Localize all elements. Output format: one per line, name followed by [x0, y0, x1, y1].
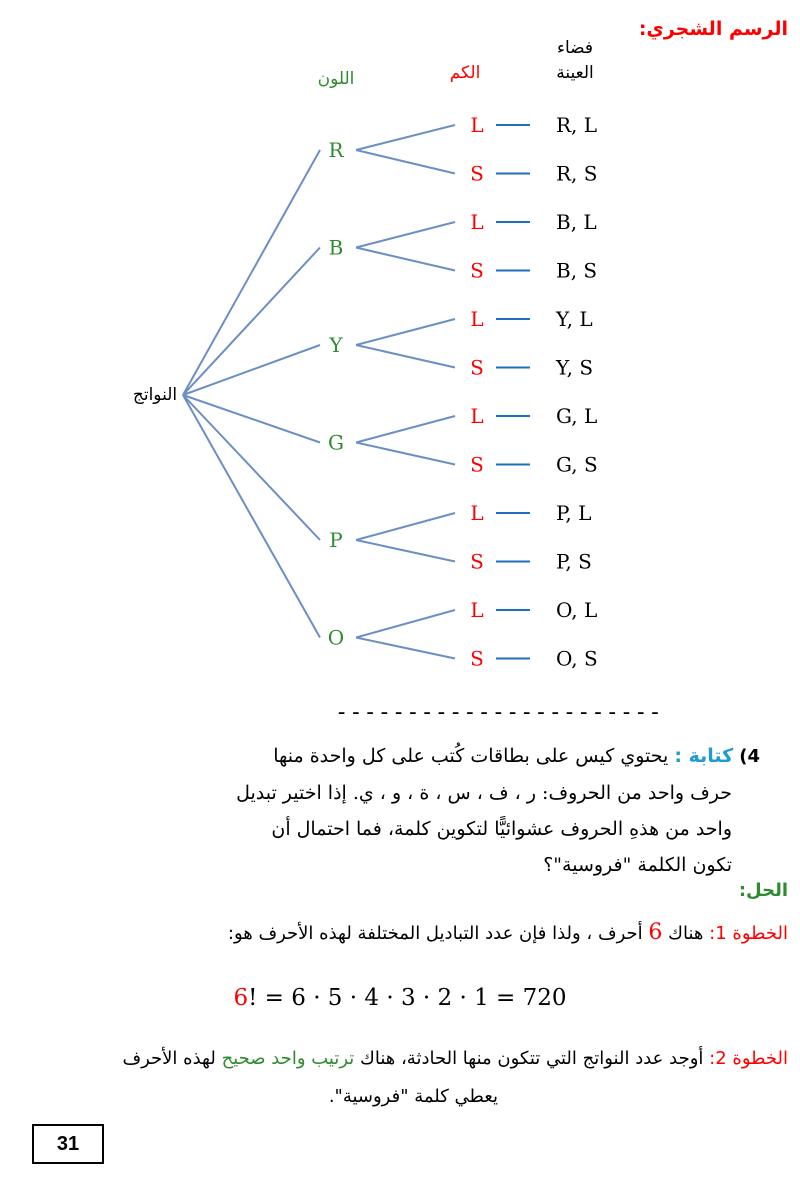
step1-pre: هناك: [668, 923, 704, 944]
step2-pre: أوجد عدد النواتج التي تتكون منها الحادثة، هناك: [360, 1048, 704, 1069]
root-to-color-line: [183, 395, 320, 443]
size-node-R-S: S: [470, 161, 484, 186]
color-header: اللون: [317, 69, 355, 89]
problem-line-1: [100, 738, 760, 775]
color-node-G: G: [328, 430, 344, 455]
outcome-Y-S: Y, S: [556, 355, 594, 380]
outcome-P-L: P, L: [556, 501, 592, 525]
color-node-P: P: [329, 528, 343, 552]
color-to-size-line: [356, 443, 455, 465]
color-node-O: O: [327, 625, 345, 650]
equation-highlight: 6: [233, 985, 249, 1011]
color-to-size-line: [356, 513, 455, 540]
size-node-B-L: L: [470, 210, 484, 234]
color-to-size-line: [356, 150, 455, 174]
problem-number: 4): [739, 746, 760, 767]
problem-4: [100, 738, 760, 883]
step1-number: 6: [648, 920, 663, 945]
problem-line-2: حرف واحد من الحروف: ر ، ف ، س ، ة ، و ، ي. إذا اختير تبديل: [236, 782, 732, 804]
solution-heading: الحل:: [738, 880, 788, 901]
outcome-P-S: P, S: [556, 549, 592, 574]
size-header: الكم: [449, 63, 481, 83]
factorial-equation: [0, 985, 800, 1011]
outcome-O-L: O, L: [556, 598, 598, 622]
step2-line-1: [3, 1040, 788, 1078]
solution-step-1: [8, 918, 788, 949]
size-node-B-S: S: [470, 258, 484, 283]
size-node-Y-S: S: [470, 355, 484, 380]
step2-line-2: يعطي كلمة "فروسية".: [328, 1086, 498, 1107]
size-node-O-L: L: [470, 598, 484, 622]
step1-label: الخطوة 1:: [709, 923, 788, 944]
color-to-size-line: [356, 248, 455, 271]
color-to-size-line: [356, 416, 455, 443]
color-node-Y: Y: [329, 333, 343, 357]
sample-space-header-line2: العينة: [556, 63, 594, 83]
color-to-size-line: [356, 610, 455, 638]
step2-post: لهذه الأحرف: [122, 1048, 216, 1069]
outcome-R-L: R, L: [556, 113, 598, 137]
size-node-G-S: S: [470, 452, 484, 477]
outcome-Y-L: Y, L: [556, 307, 593, 331]
problem-label: كتابة :: [674, 745, 734, 767]
tree-diagram-heading: الرسم الشجري:: [638, 18, 788, 40]
color-to-size-line: [356, 222, 455, 248]
color-node-R: R: [328, 138, 344, 162]
color-to-size-line: [356, 540, 455, 562]
root-to-color-line: [183, 248, 320, 396]
size-node-R-L: L: [470, 113, 484, 137]
color-to-size-line: [356, 345, 455, 368]
equation-rest: ! = 6 · 5 · 4 · 3 · 2 · 1 = 720: [248, 985, 567, 1011]
root-to-color-line: [183, 150, 320, 395]
color-to-size-line: [356, 125, 455, 150]
color-to-size-line: [356, 638, 455, 659]
size-node-O-S: S: [470, 646, 484, 671]
outcome-G-L: G, L: [556, 404, 598, 428]
problem-line-3: واحد من هذهِ الحروف عشوائيًّا لتكوين كلمة، فما احتمال أن: [271, 818, 732, 840]
page-number: 31: [32, 1124, 104, 1164]
outcome-B-S: B, S: [556, 258, 598, 283]
section-divider: -----------------------: [335, 700, 663, 725]
outcome-G-S: G, S: [556, 452, 598, 477]
size-node-P-L: L: [470, 501, 484, 525]
problem-text-1: يحتوي كيس على بطاقات كُتب على كل واحدة منها: [273, 745, 669, 767]
step2-label: الخطوة 2:: [709, 1048, 788, 1069]
color-node-B: B: [328, 235, 344, 260]
root-outcomes-label: النواتج: [132, 385, 178, 405]
solution-step-2: [3, 1040, 788, 1116]
outcome-B-L: B, L: [556, 210, 597, 234]
root-to-color-line: [183, 345, 320, 395]
size-node-G-L: L: [470, 404, 484, 428]
size-node-P-S: S: [470, 549, 484, 574]
outcome-R-S: R, S: [556, 161, 598, 186]
problem-line-4: تكون الكلمة "فروسية"؟: [543, 854, 732, 876]
step1-post: أحرف ، ولذا فإن عدد التباديل المختلفة لهذه الأحرف هو:: [227, 923, 643, 944]
step2-highlight: ترتيب واحد صحيح: [221, 1048, 355, 1069]
outcome-O-S: O, S: [556, 646, 598, 671]
tree-branch-lines: [183, 125, 530, 659]
size-node-Y-L: L: [470, 307, 484, 331]
sample-space-header-line1: فضاء: [556, 38, 594, 58]
color-to-size-line: [356, 319, 455, 345]
root-to-color-line: [183, 395, 320, 638]
